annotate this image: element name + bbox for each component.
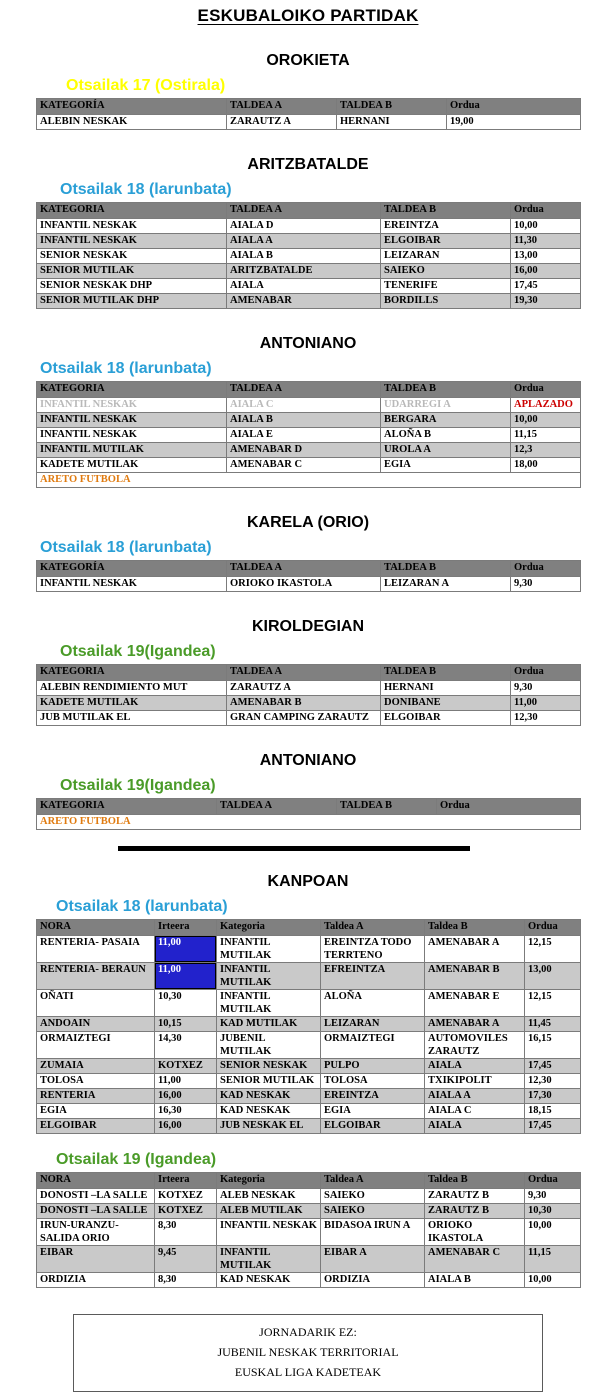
cell-taldea-a: AMENABAR D — [227, 443, 381, 458]
cell-nora: RENTERIA- BERAUN — [37, 963, 155, 990]
col-ordua: Ordua — [437, 799, 581, 815]
table-row — [37, 1089, 581, 1104]
table-row — [37, 936, 581, 963]
cell-ordua: 12,15 — [525, 990, 581, 1017]
cell-kategoria: INFANTIL NESKAK — [217, 1219, 321, 1246]
cell-ordua: 11,00 — [511, 696, 581, 711]
table-row — [37, 681, 581, 696]
cell-taldea-a: ZARAUTZ A — [227, 115, 337, 130]
cell-ordua: 18,00 — [511, 458, 581, 473]
table-row — [37, 234, 581, 249]
page-title: ESKUBALOIKO PARTIDAK — [197, 6, 419, 25]
venue-heading-kanpoan: KANPOAN — [267, 873, 349, 890]
cell-taldea-b: AIALA B — [425, 1273, 525, 1288]
cell-taldea-b: ALOÑA B — [381, 428, 511, 443]
cell-ordua: 17,45 — [511, 279, 581, 294]
cell-ordua: 19,00 — [447, 115, 581, 130]
table-row — [37, 264, 581, 279]
cell-taldea-b: ZARAUTZ B — [425, 1189, 525, 1204]
cell-nora: ORDIZIA — [37, 1273, 155, 1288]
cell-taldea-b: AMENABAR E — [425, 990, 525, 1017]
cell-kategoria: ALEB NESKAK — [217, 1189, 321, 1204]
cell-taldea-b: SAIEKO — [381, 264, 511, 279]
table-header-row — [37, 799, 581, 815]
col-ordua: Ordua — [511, 665, 581, 681]
table-row — [37, 1074, 581, 1089]
footer-note-box — [73, 1314, 543, 1392]
cell-taldea-a: ELGOIBAR — [321, 1119, 425, 1134]
cell-taldea-a: AIALA D — [227, 219, 381, 234]
table-row — [37, 428, 581, 443]
cell-nora: EGIA — [37, 1104, 155, 1119]
section-divider — [118, 846, 470, 851]
cell-irteera: KOTXEZ — [155, 1059, 217, 1074]
col-taldea-a: TALDEA A — [217, 799, 337, 815]
cell-ordua: 12,15 — [525, 936, 581, 963]
cell-kategoria: KAD NESKAK — [217, 1104, 321, 1119]
table-row — [37, 1189, 581, 1204]
cell-taldea-b: AMENABAR C — [425, 1246, 525, 1273]
cell-kategoria: KADETE MUTILAK — [37, 458, 227, 473]
cell-nora: EIBAR — [37, 1246, 155, 1273]
col-ordua: Ordua — [447, 99, 581, 115]
col-ordua: Ordua — [525, 920, 581, 936]
schedule-table-aritzbatalde — [36, 202, 581, 309]
table-row — [37, 219, 581, 234]
cell-kategoria: SENIOR MUTILAK — [37, 264, 227, 279]
table-row — [37, 696, 581, 711]
cell-kategoria: JUBENIL MUTILAK — [217, 1032, 321, 1059]
cell-irteera: 8,30 — [155, 1273, 217, 1288]
cell-ordua: 10,30 — [525, 1204, 581, 1219]
col-kategoria: KATEGORÍA — [37, 561, 227, 577]
col-kategoria: Kategoria — [217, 920, 321, 936]
col-nora: NORA — [37, 1173, 155, 1189]
venue-heading-kiroldegian: KIROLDEGIAN — [252, 618, 364, 635]
col-kategoria: Kategoria — [217, 1173, 321, 1189]
cell-taldea-a: ORIOKO IKASTOLA — [227, 577, 381, 592]
cell-taldea-b: HERNANI — [337, 115, 447, 130]
cell-taldea-b: AIALA — [425, 1119, 525, 1134]
schedule-table-antoniano-1 — [36, 381, 581, 488]
cell-taldea-b: TXIKIPOLIT — [425, 1074, 525, 1089]
cell-kategoria: SENIOR NESKAK — [37, 249, 227, 264]
cell-nora: RENTERIA — [37, 1089, 155, 1104]
cell-ordua: 9,30 — [511, 577, 581, 592]
cell-taldea-a: EIBAR A — [321, 1246, 425, 1273]
cell-kategoria: ALEB MUTILAK — [217, 1204, 321, 1219]
cell-irteera: 10,30 — [155, 990, 217, 1017]
cell-taldea-a: AMENABAR C — [227, 458, 381, 473]
cell-taldea-b: UDARREGI A — [381, 398, 511, 413]
cell-nora: OÑATI — [37, 990, 155, 1017]
col-taldea-a: TALDEA A — [227, 203, 381, 219]
cell-taldea-b: AIALA C — [425, 1104, 525, 1119]
note-areto-futbola: ARETO FUTBOLA — [37, 815, 581, 830]
venue-heading-orokieta: OROKIETA — [266, 52, 350, 69]
cell-taldea-b: HERNANI — [381, 681, 511, 696]
cell-kategoria: INFANTIL NESKAK — [37, 398, 227, 413]
table-row — [37, 1273, 581, 1288]
schedule-table-kiroldegian — [36, 664, 581, 726]
venue-heading-antoniano-1: ANTONIANO — [259, 335, 357, 352]
col-taldea-b: Taldea B — [425, 1173, 525, 1189]
cell-taldea-b: UROLA A — [381, 443, 511, 458]
cell-taldea-b: AIALA — [425, 1059, 525, 1074]
spacer — [0, 1134, 616, 1144]
cell-taldea-a: AMENABAR B — [227, 696, 381, 711]
cell-taldea-b: ORIOKO IKASTOLA — [425, 1219, 525, 1246]
cell-taldea-b: TENERIFE — [381, 279, 511, 294]
col-ordua: Ordua — [525, 1173, 581, 1189]
cell-ordua: 16,00 — [511, 264, 581, 279]
table-row — [37, 294, 581, 309]
table-row — [37, 458, 581, 473]
cell-kategoria: INFANTIL NESKAK — [37, 428, 227, 443]
cell-irteera: 11,00 — [155, 1074, 217, 1089]
col-ordua: Ordua — [511, 561, 581, 577]
cell-taldea-a: EGIA — [321, 1104, 425, 1119]
table-row — [37, 249, 581, 264]
table-row — [37, 1032, 581, 1059]
cell-taldea-a: AIALA B — [227, 249, 381, 264]
col-taldea-b: TALDEA B — [337, 99, 447, 115]
cell-irteera: KOTXEZ — [155, 1204, 217, 1219]
cell-kategoria: ALEBIN RENDIMIENTO MUT — [37, 681, 227, 696]
table-header-row — [37, 561, 581, 577]
col-taldea-a: Taldea A — [321, 920, 425, 936]
cell-ordua: 12,3 — [511, 443, 581, 458]
date-heading-aritzbatalde: Otsailak 18 (larunbata) — [60, 181, 232, 198]
col-irteera: Irteera — [155, 920, 217, 936]
cell-ordua: 17,30 — [525, 1089, 581, 1104]
table-row — [37, 1059, 581, 1074]
table-row-cancelled — [37, 398, 581, 413]
cell-kategoria: ALEBIN NESKAK — [37, 115, 227, 130]
cell-taldea-a: AIALA — [227, 279, 381, 294]
cell-nora: ELGOIBAR — [37, 1119, 155, 1134]
venue-heading-antoniano-2: ANTONIANO — [259, 752, 357, 769]
cell-nora: ANDOAIN — [37, 1017, 155, 1032]
status-badge-aplazado: APLAZADO — [511, 398, 581, 413]
cell-ordua: 19,30 — [511, 294, 581, 309]
col-kategoria: KATEGORIA — [37, 203, 227, 219]
date-heading-antoniano-2: Otsailak 19(Igandea) — [60, 777, 216, 794]
table-row — [37, 1104, 581, 1119]
col-ordua: Ordua — [511, 382, 581, 398]
col-taldea-a: TALDEA A — [227, 561, 381, 577]
cell-ordua: 11,15 — [525, 1246, 581, 1273]
cell-taldea-b: AMENABAR B — [425, 963, 525, 990]
table-header-row — [37, 665, 581, 681]
col-taldea-b: TALDEA B — [381, 665, 511, 681]
cell-ordua: 17,45 — [525, 1119, 581, 1134]
cell-irteera: 9,45 — [155, 1246, 217, 1273]
cell-kategoria: INFANTIL NESKAK — [37, 413, 227, 428]
cell-irteera: 16,00 — [155, 1089, 217, 1104]
cell-ordua: 9,30 — [525, 1189, 581, 1204]
table-row — [37, 711, 581, 726]
cell-kategoria: INFANTIL MUTILAK — [217, 990, 321, 1017]
table-row-note — [37, 815, 581, 830]
cell-ordua: 10,00 — [525, 1219, 581, 1246]
cell-ordua: 16,15 — [525, 1032, 581, 1059]
section-divider-wrap — [0, 846, 616, 851]
cell-ordua: 11,15 — [511, 428, 581, 443]
table-row — [37, 963, 581, 990]
cell-taldea-a: ORMAIZTEGI — [321, 1032, 425, 1059]
cell-taldea-a: TOLOSA — [321, 1074, 425, 1089]
venue-heading-aritzbatalde: ARITZBATALDE — [247, 156, 369, 173]
table-row — [37, 1219, 581, 1246]
cell-irteera-highlighted: 11,00 — [155, 936, 217, 963]
cell-taldea-b: ZARAUTZ B — [425, 1204, 525, 1219]
col-kategoria: KATEGORÍA — [37, 99, 227, 115]
col-taldea-b: TALDEA B — [381, 561, 511, 577]
schedule-table-kanpoan-1 — [36, 919, 581, 1134]
cell-taldea-a: AIALA C — [227, 398, 381, 413]
cell-nora: ZUMAIA — [37, 1059, 155, 1074]
table-row — [37, 1246, 581, 1273]
cell-taldea-b: EGIA — [381, 458, 511, 473]
cell-taldea-b: DONIBANE — [381, 696, 511, 711]
cell-kategoria: INFANTIL MUTILAK — [217, 936, 321, 963]
table-row — [37, 1017, 581, 1032]
cell-kategoria: INFANTIL NESKAK — [37, 577, 227, 592]
cell-irteera: KOTXEZ — [155, 1189, 217, 1204]
cell-taldea-a: EFREINTZA — [321, 963, 425, 990]
cell-ordua: 13,00 — [525, 963, 581, 990]
schedule-table-orokieta — [36, 98, 581, 130]
cell-kategoria: JUB MUTILAK EL — [37, 711, 227, 726]
schedule-table-kanpoan-2 — [36, 1172, 581, 1288]
cell-taldea-a: ZARAUTZ A — [227, 681, 381, 696]
cell-taldea-a: PULPO — [321, 1059, 425, 1074]
cell-irteera: 16,30 — [155, 1104, 217, 1119]
cell-kategoria: INFANTIL NESKAK — [37, 234, 227, 249]
footer-line-3: EUSKAL LIGA KADETEAK — [234, 1365, 382, 1379]
col-kategoria: KATEGORIA — [37, 665, 227, 681]
col-taldea-b: Taldea B — [425, 920, 525, 936]
date-heading-karela: Otsailak 18 (larunbata) — [40, 539, 212, 556]
footer-line-1: JORNADARIK EZ: — [259, 1325, 357, 1339]
cell-irteera-highlighted: 11,00 — [155, 963, 217, 990]
date-heading-kanpoan-2: Otsailak 19 (Igandea) — [56, 1151, 217, 1168]
date-heading-orokieta: Otsailak 17 (Ostirala) — [66, 77, 226, 94]
cell-nora: IRUN-URANZU- SALIDA ORIO — [37, 1219, 155, 1246]
footer-line-2: JUBENIL NESKAK TERRITORIAL — [217, 1345, 399, 1359]
table-header-row — [37, 382, 581, 398]
cell-ordua: 12,30 — [525, 1074, 581, 1089]
date-heading-antoniano-1: Otsailak 18 (larunbata) — [40, 360, 212, 377]
col-kategoria: KATEGORIA — [37, 799, 217, 815]
cell-kategoria: KAD NESKAK — [217, 1273, 321, 1288]
cell-taldea-a: EREINTZA TODO TERRTENO — [321, 936, 425, 963]
table-row — [37, 990, 581, 1017]
date-heading-kanpoan-1: Otsailak 18 (larunbata) — [56, 898, 228, 915]
cell-taldea-b: BORDILLS — [381, 294, 511, 309]
cell-taldea-b: ELGOIBAR — [381, 234, 511, 249]
cell-irteera: 8,30 — [155, 1219, 217, 1246]
schedule-table-karela — [36, 560, 581, 592]
table-header-row — [37, 203, 581, 219]
cell-kategoria: SENIOR MUTILAK — [217, 1074, 321, 1089]
cell-taldea-b: AUTOMOVILES ZARAUTZ — [425, 1032, 525, 1059]
cell-nora: DONOSTI –LA SALLE — [37, 1204, 155, 1219]
cell-taldea-b: EREINTZA — [381, 219, 511, 234]
table-header-row — [37, 920, 581, 936]
table-header-row — [37, 99, 581, 115]
cell-kategoria: INFANTIL MUTILAK — [217, 1246, 321, 1273]
date-heading-kiroldegian: Otsailak 19(Igandea) — [60, 643, 216, 660]
cell-taldea-b: AMENABAR A — [425, 936, 525, 963]
cell-taldea-a: SAIEKO — [321, 1204, 425, 1219]
cell-nora: ORMAIZTEGI — [37, 1032, 155, 1059]
col-taldea-a: Taldea A — [321, 1173, 425, 1189]
cell-taldea-a: AIALA E — [227, 428, 381, 443]
cell-taldea-b: BERGARA — [381, 413, 511, 428]
cell-taldea-a: AMENABAR — [227, 294, 381, 309]
cell-kategoria: JUB NESKAK EL — [217, 1119, 321, 1134]
table-row — [37, 413, 581, 428]
note-areto-futbola: ARETO FUTBOLA — [37, 473, 581, 488]
col-taldea-b: TALDEA B — [381, 203, 511, 219]
cell-ordua: 12,30 — [511, 711, 581, 726]
cell-kategoria: KAD MUTILAK — [217, 1017, 321, 1032]
col-ordua: Ordua — [511, 203, 581, 219]
cell-irteera: 10,15 — [155, 1017, 217, 1032]
table-row — [37, 1119, 581, 1134]
cell-irteera: 14,30 — [155, 1032, 217, 1059]
cell-ordua: 11,45 — [525, 1017, 581, 1032]
cell-taldea-a: BIDASOA IRUN A — [321, 1219, 425, 1246]
cell-ordua: 10,00 — [511, 219, 581, 234]
cell-kategoria: SENIOR MUTILAK DHP — [37, 294, 227, 309]
cell-nora: DONOSTI –LA SALLE — [37, 1189, 155, 1204]
col-irteera: Irteera — [155, 1173, 217, 1189]
table-header-row — [37, 1173, 581, 1189]
cell-nora: RENTERIA- PASAIA — [37, 936, 155, 963]
table-row — [37, 279, 581, 294]
cell-ordua: 11,30 — [511, 234, 581, 249]
cell-taldea-a: GRAN CAMPING ZARAUTZ — [227, 711, 381, 726]
cell-kategoria: SENIOR NESKAK DHP — [37, 279, 227, 294]
table-row — [37, 577, 581, 592]
col-taldea-b: TALDEA B — [381, 382, 511, 398]
col-nora: NORA — [37, 920, 155, 936]
cell-taldea-a: ORDIZIA — [321, 1273, 425, 1288]
table-row — [37, 443, 581, 458]
cell-taldea-a: EREINTZA — [321, 1089, 425, 1104]
cell-ordua: 9,30 — [511, 681, 581, 696]
cell-nora: TOLOSA — [37, 1074, 155, 1089]
venue-heading-karela: KARELA (ORIO) — [246, 514, 370, 531]
cell-kategoria: KADETE MUTILAK — [37, 696, 227, 711]
cell-taldea-b: AIALA A — [425, 1089, 525, 1104]
cell-kategoria: KAD NESKAK — [217, 1089, 321, 1104]
cell-taldea-b: LEIZARAN — [381, 249, 511, 264]
cell-taldea-b: LEIZARAN A — [381, 577, 511, 592]
cell-irteera: 16,00 — [155, 1119, 217, 1134]
cell-ordua: 13,00 — [511, 249, 581, 264]
table-row — [37, 115, 581, 130]
cell-ordua: 18,15 — [525, 1104, 581, 1119]
cell-ordua: 10,00 — [511, 413, 581, 428]
col-kategoria: KATEGORIA — [37, 382, 227, 398]
cell-kategoria: INFANTIL NESKAK — [37, 219, 227, 234]
col-taldea-b: TALDEA B — [337, 799, 437, 815]
cell-kategoria: SENIOR NESKAK — [217, 1059, 321, 1074]
col-taldea-a: TALDEA A — [227, 665, 381, 681]
col-taldea-a: TALDEA A — [227, 99, 337, 115]
cell-taldea-a: AIALA A — [227, 234, 381, 249]
table-row-note — [37, 473, 581, 488]
cell-taldea-b: ELGOIBAR — [381, 711, 511, 726]
cell-taldea-a: SAIEKO — [321, 1189, 425, 1204]
col-taldea-a: TALDEA A — [227, 382, 381, 398]
cell-taldea-b: AMENABAR A — [425, 1017, 525, 1032]
cell-taldea-a: ALOÑA — [321, 990, 425, 1017]
schedule-table-antoniano-2 — [36, 798, 581, 830]
cell-taldea-a: LEIZARAN — [321, 1017, 425, 1032]
cell-taldea-a: AIALA B — [227, 413, 381, 428]
cell-ordua: 10,00 — [525, 1273, 581, 1288]
cell-kategoria: INFANTIL MUTILAK — [217, 963, 321, 990]
cell-kategoria: INFANTIL MUTILAK — [37, 443, 227, 458]
cell-ordua: 17,45 — [525, 1059, 581, 1074]
table-row — [37, 1204, 581, 1219]
cell-taldea-a: ARITZBATALDE — [227, 264, 381, 279]
